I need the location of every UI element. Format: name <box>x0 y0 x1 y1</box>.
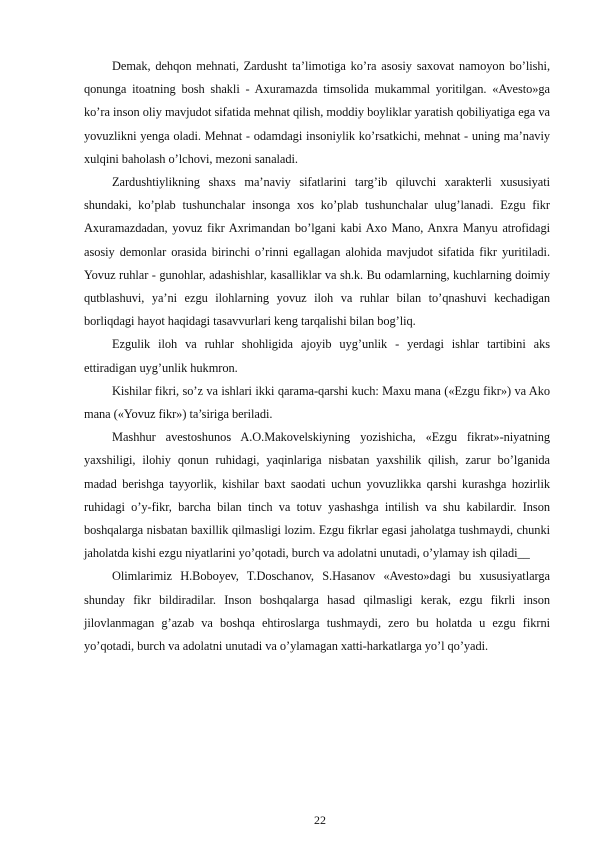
page-number: 22 <box>314 813 326 827</box>
paragraph: Mashhur avestoshunos A.O.Makovelskiyning yozishicha, «Ezgu fikrat»-niyatning yaxshiligi, ilohiy qonun ruhidagi, yaqinlariga nisbatan yaxshilik qilish, zarur bo’lganida madad berishga tayyorlik, kishilar baxt saodati uchun yovuzlikka qarshi kurashga hozirlik ruhidagi o’y-fikr, barcha bilan tinch va totuv yashashga intilish va shu kabilardir. Inson boshqalarga nisbatan baxillik qilmasligi lozim. Ezgu fikrlar egasi jaholatga tushmaydi, chunki jaholatda kishi ezgu niyatlarini yo’qotadi, burch va adolatni unutadi, o’ylamay ish qiladi__ <box>84 430 550 561</box>
paragraph: Kishilar fikri, so’z va ishlari ikki qarama-qarshi kuch: Maxu mana («Ezgu fikr») va Ako mana («Yovuz fikr») ta’siriga beriladi. <box>84 383 550 422</box>
paragraph: Demak, dehqon mehnati, Zardusht ta’limotiga ko’ra asosiy saxovat namoyon bo’lishi, qonunga itoatning bosh shakli - Axuramazda timsolida mukammal yoritilgan. «Avesto»ga ko’ra inson oliy mavjudot sifatida mehnat qilish, moddiy boyliklar yaratish qobiliyatiga ega va yovuzlikni yenga oladi. Mehnat - odamdagi insoniylik ko’rsatkichi, mehnat - uning ma’naviy xulqini baholash o’lchovi, mezoni sanaladi. <box>84 59 550 166</box>
paragraph: Olimlarimiz H.Boboyev, T.Doschanov, S.Hasanov «Avesto»dagi bu xususiyatlarga shunday fikr bildiradilar. Inson boshqalarga hasad qilmasligi kerak, ezgu fikrli inson jilovlanmagan g’azab va boshqa ehtiroslarga tushmaydi, zero bu holatda u ezgu fikrni yo’qotadi, burch va adolatni unutadi va o’ylamagan xatti-harkatlarga yo’l qo’yadi. <box>84 569 550 654</box>
paragraph: Zardushtiylikning shaxs ma’naviy sifatlarini targ’ib qiluvchi xarakterli xususiyati shundaki, ko’plab tushunchalar insonga xos ko’plab tushunchalar ulug’lanadi. Ezgu fikr Axuramazdadan, yovuz fikr Axrimandan bo’lgani kabi Axo Mano, Anxra Manyu atrofidagi asosiy demonlar orasida birinchi o’rinni egallagan alohida mavjudot sifatida fikr yuritiladi. Yovuz ruhlar - gunohlar, adashishlar, kasalliklar va sh.k. Bu odamlarning, kuchlarning doimiy qutblashuvi, ya’ni ezgu ilohlarning yovuz iloh va ruhlar bilan to’qnashuvi kechadigan borliqdagi hayot haqidagi tasavvurlari keng tarqalishi bilan bog’liq. <box>84 175 550 329</box>
paragraph: Ezgulik iloh va ruhlar shohligida ajoyib uyg’unlik - yerdagi ishlar tartibini aks ettiradigan uyg’unlik hukmron. <box>84 337 550 375</box>
page-text <box>84 55 550 658</box>
